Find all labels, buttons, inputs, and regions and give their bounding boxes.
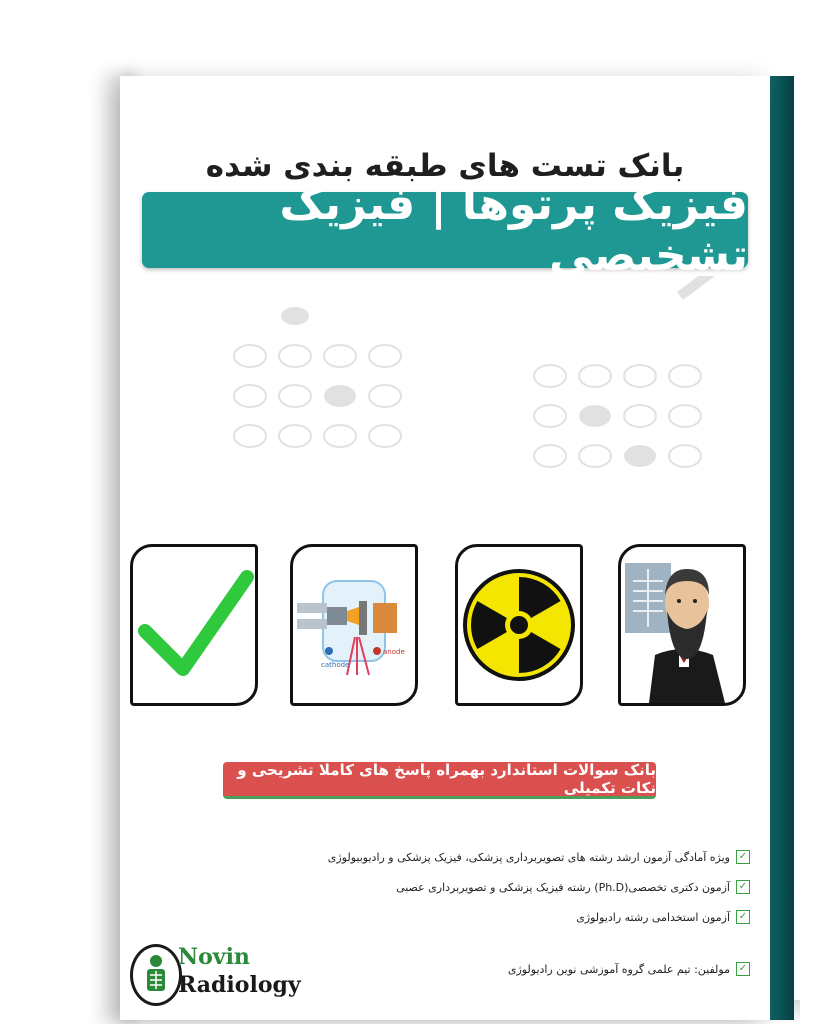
checkbox-icon: ✓ bbox=[736, 910, 750, 924]
logo-mark-icon bbox=[130, 944, 182, 1006]
cathode-label: cathode bbox=[321, 661, 350, 669]
checkbox-icon: ✓ bbox=[736, 880, 750, 894]
cover-title: فیزیک پرتوها | فیزیک تشخیصی bbox=[279, 179, 748, 281]
checkmark-icon bbox=[133, 547, 255, 703]
tagline-banner bbox=[223, 762, 656, 799]
icon-row bbox=[130, 544, 760, 704]
cover-title-banner bbox=[142, 179, 748, 281]
authors-item bbox=[230, 954, 750, 984]
checkbox-icon: ✓ bbox=[736, 962, 750, 976]
checkmark-card bbox=[130, 544, 258, 706]
feature-text: ویژه آمادگی آزمون ارشد رشته های تصویربرداری پزشکی، فیزیک پزشکی و رادیوبیولوژی bbox=[327, 850, 730, 864]
authors-text: مولفین: تیم علمی گروه آموزشی نوین رادیولوژی bbox=[507, 962, 730, 976]
feature-text: آزمون استخدامی رشته رادیولوژی bbox=[576, 910, 730, 924]
radiation-symbol-icon bbox=[458, 547, 580, 703]
novin-radiology-logo bbox=[130, 942, 301, 1006]
roentgen-card bbox=[618, 544, 746, 706]
checkbox-icon: ✓ bbox=[736, 850, 750, 864]
xray-tube-card bbox=[290, 544, 418, 706]
radiation-card bbox=[455, 544, 583, 706]
roentgen-portrait-icon bbox=[621, 547, 743, 703]
feature-item bbox=[230, 902, 750, 932]
tagline-text: بانک سوالات استاندارد بهمراه پاسخ های کاملا تشریحی و نکات تکمیلی bbox=[237, 761, 656, 797]
logo-radiology: Radiology bbox=[178, 972, 301, 998]
cover-subtitle: بانک تست های طبقه بندی شده bbox=[205, 148, 685, 184]
book-cover bbox=[120, 76, 770, 1020]
feature-text: آزمون دکتری تخصصی(Ph.D) رشته فیزیک پزشکی و تصویربرداری عصبی bbox=[396, 880, 730, 894]
anode-label: anode bbox=[383, 648, 405, 656]
logo-novin: Novin bbox=[178, 944, 250, 970]
xray-tube-icon bbox=[293, 547, 415, 703]
feature-item bbox=[230, 842, 750, 872]
answer-sheet-watermark bbox=[120, 276, 770, 536]
feature-item bbox=[230, 872, 750, 902]
features-list bbox=[230, 842, 750, 984]
book-spine bbox=[770, 76, 794, 1020]
